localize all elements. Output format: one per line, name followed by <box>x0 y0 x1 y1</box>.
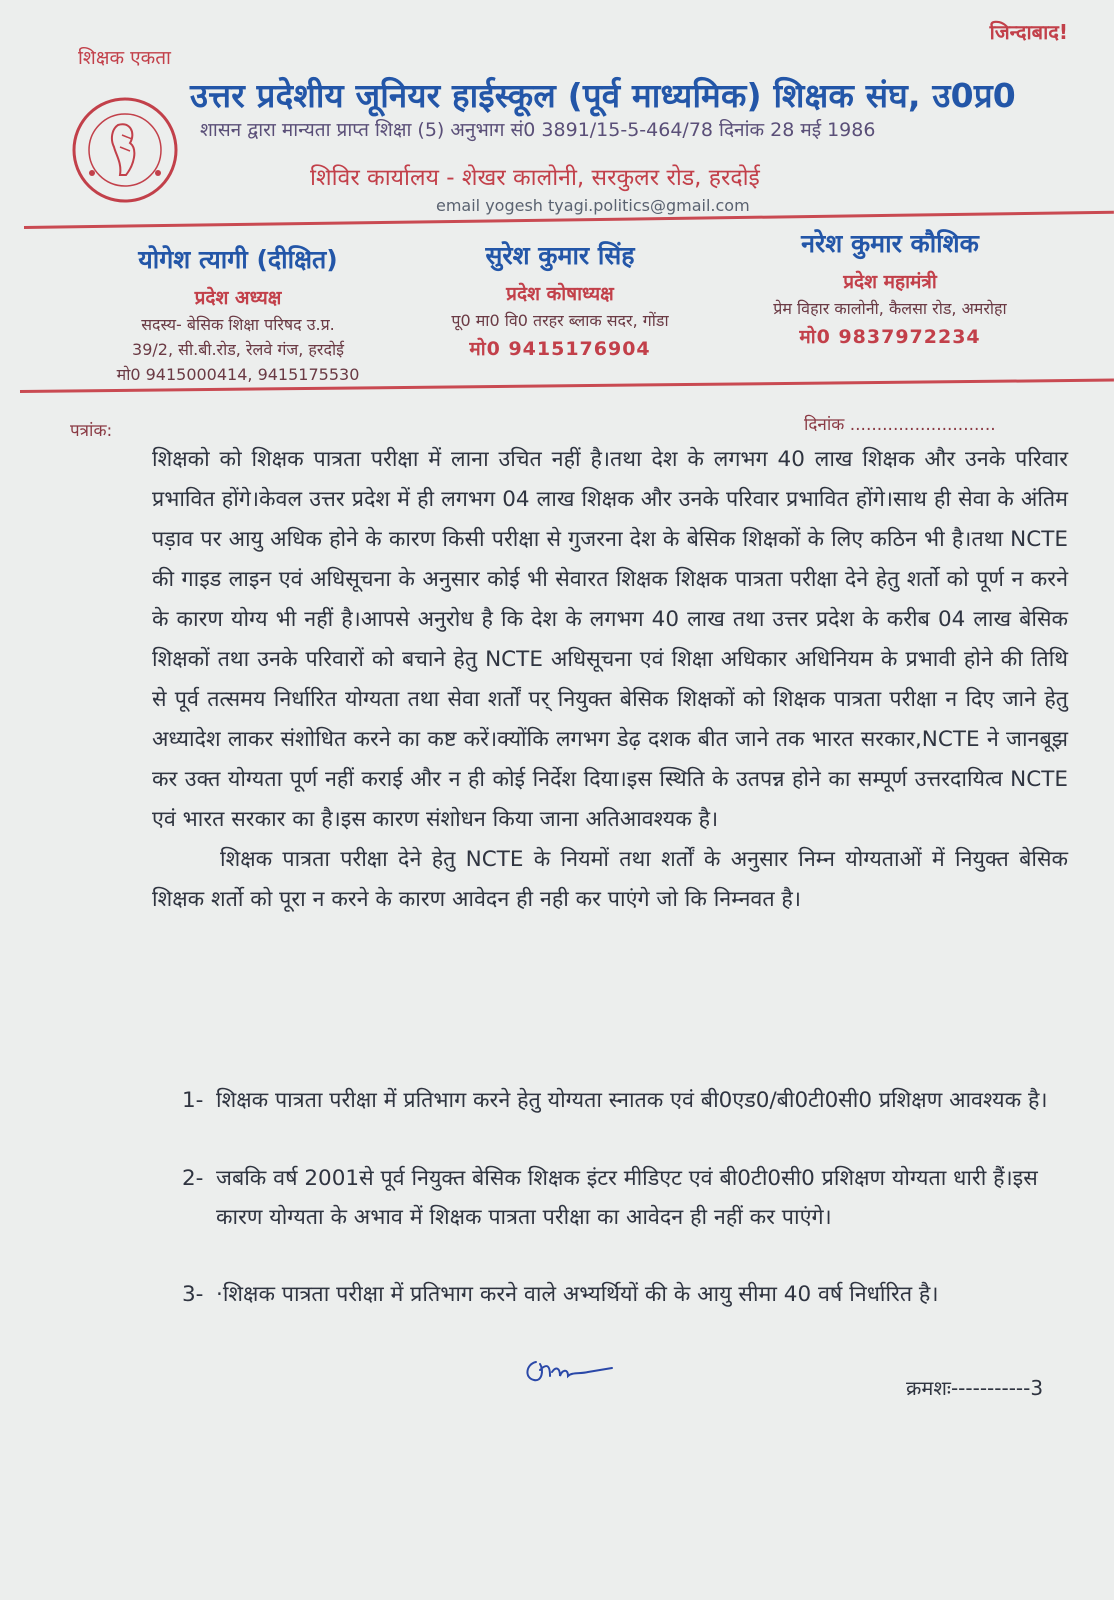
list-item-text: जबकि वर्ष 2001से पूर्व नियुक्त बेसिक शिक्षक इंटर मीडिएट एवं बी0टी0सी0 प्रशिक्षण योग्यता धारी हैं।इस कारण योग्यता के अभाव में शिक्षक पात्रता परीक्षा का आवेदन ही नहीं कर पाएंगे। <box>216 1166 1038 1230</box>
officer-mobile: मो0 9837972234 <box>799 326 981 348</box>
list-item-number: 3- <box>182 1282 204 1307</box>
list-item-text: शिक्षक पात्रता परीक्षा में प्रतिभाग करने हेतु योग्यता स्नातक एवं बी0एड0/बी0टी0सी0 प्रशिक्षण आवश्यक है। <box>216 1088 1048 1113</box>
slogan-left: शिक्षक एकता <box>78 47 171 69</box>
slogan-right: जिन्दाबाद! <box>989 20 1068 44</box>
continuation-marker: क्रमशः-----------3 <box>906 1376 1044 1400</box>
handwritten-signature <box>522 1352 622 1392</box>
list-item <box>182 1081 1058 1120</box>
officer-name: सुरेश कुमार सिंह <box>485 241 635 270</box>
list-item <box>182 1275 1058 1314</box>
officer-detail: सदस्य- बेसिक शिक्षा परिषद उ.प्र. <box>141 315 335 334</box>
officer-name: नरेश कुमार कौशिक <box>801 229 979 258</box>
union-seal-icon <box>70 95 180 205</box>
officer-mobile: मो0 9415176904 <box>469 338 651 360</box>
list-item <box>182 1159 1058 1237</box>
officer-president <box>98 242 378 385</box>
letter-body <box>152 440 1068 920</box>
officer-general-secretary <box>740 226 1040 349</box>
date-label: दिनांक ........................... <box>804 415 996 435</box>
officer-role: प्रदेश महामंत्री <box>843 271 937 293</box>
list-item-text: ·शिक्षक पात्रता परीक्षा में प्रतिभाग करने वाले अभ्यर्थियों की के आयु सीमा 40 वर्ष निर्धारित है। <box>216 1282 939 1307</box>
officer-mobile: मो0 9415000414, 9415175530 <box>116 365 360 384</box>
officer-address: प्रेम विहार कालोनी, कैलसा रोड, अमरोहा <box>773 299 1007 318</box>
body-paragraph: शिक्षको को शिक्षक पात्रता परीक्षा में लाना उचित नहीं है।तथा देश के लगभग 40 लाख शिक्षक और उनके परिवार प्रभावित होंगे।केवल उत्तर प्रदेश में ही लगभग 04 लाख शिक्षक और उनके परिवार प्रभावित होंगे।साथ ही सेवा के अंतिम पड़ाव पर आयु अधिक होने के कारण किसी परीक्षा से गुजरना देश के बेसिक शिक्षकों के लिए कठिन भी है।तथा NCTE की गाइड लाइन एवं अधिसूचना के अनुसार कोई भी सेवारत शिक्षक शिक्षक पात्रता परीक्षा देने हेतु शर्तो को पूर्ण न करने के कारण योग्य भी नहीं है।आपसे अनुरोध है कि देश के लगभग 40 लाख तथा उत्तर प्रदेश के करीब 04 लाख बेसिक शिक्षकों तथा उनके परिवारों को बचाने हेतु NCTE अधिसूचना एवं शिक्षा अधिकार अधिनियम के प्रभावी होने की तिथि से पूर्व तत्समय निर्धारित योग्यता तथा सेवा शर्तों पर् नियुक्त बेसिक शिक्षकों को शिक्षक पात्रता परीक्षा न दिए जाने हेतु अध्यादेश लाकर संशोधित करने का कष्ट करें।क्योंकि लगभग डेढ़ दशक बीत जाने तक भारत सरकार,NCTE ने जानबूझ कर उक्त योग्यता पूर्ण नहीं कराई और न ही कोई निर्देश दिया।इस स्थिति के उतपन्न होने का सम्पूर्ण उत्तरदायित्व NCTE एवं भारत सरकार का है।इस कारण संशोधन किया जाना अतिआवश्यक है। <box>152 447 1068 832</box>
body-paragraph: शिक्षक पात्रता परीक्षा देने हेतु NCTE के नियमों तथा शर्तों के अनुसार निम्न योग्यताओं में नियुक्त बेसिक शिक्षक शर्तो को पूरा न करने के कारण आवेदन ही नही कर पाएंगे जो कि निम्नवत है। <box>152 847 1068 912</box>
officer-name: योगेश त्यागी (दीक्षित) <box>138 245 338 274</box>
officer-address: पू0 मा0 वि0 तरहर ब्लाक सदर, गोंडा <box>451 311 669 330</box>
camp-office-address: शिविर कार्यालय - शेखर कालोनी, सरकुलर रोड, हरदोई <box>310 165 760 191</box>
recognition-line: शासन द्वारा मान्यता प्राप्त शिक्षा (5) अनुभाग सं0 3891/15-5-464/78 दिनांक 28 मई 1986 <box>200 119 876 141</box>
list-item-number: 2- <box>182 1166 204 1191</box>
letter-number-label: पत्रांक: <box>70 421 113 441</box>
list-item-number: 1- <box>182 1088 204 1113</box>
officer-role: प्रदेश अध्यक्ष <box>194 287 282 309</box>
officer-role: प्रदेश कोषाध्यक्ष <box>506 283 614 305</box>
officer-address: 39/2, सी.बी.रोड, रेलवे गंज, हरदोई <box>132 340 344 359</box>
organization-name: उत्तर प्रदेशीय जूनियर हाईस्कूल (पूर्व माध्यमिक) शिक्षक संघ, उ0प्र0 <box>190 76 1016 115</box>
officer-treasurer <box>420 238 700 361</box>
contact-email: email yogesh tyagi.politics@gmail.com <box>436 196 750 215</box>
